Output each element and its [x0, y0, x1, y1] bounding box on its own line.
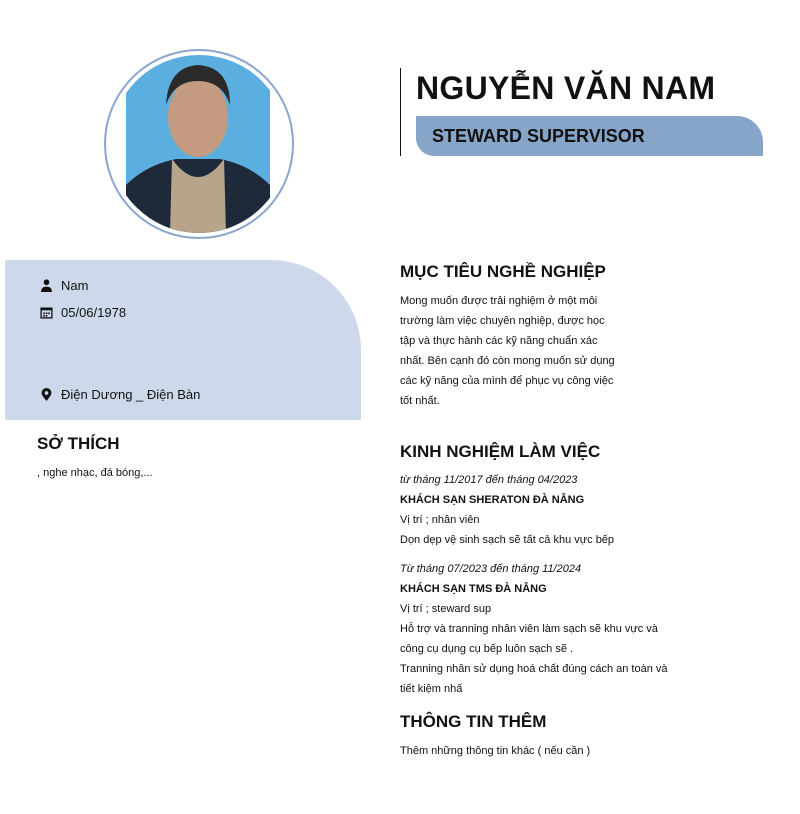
- birthdate: 05/06/1978: [61, 305, 127, 320]
- hobbies-heading: SỞ THÍCH: [37, 434, 120, 453]
- extra-info-heading: THÔNG TIN THÊM: [400, 712, 547, 731]
- gender-row: [40, 278, 88, 293]
- job-period: Từ tháng 07/2023 đến tháng 11/2024: [400, 563, 582, 575]
- experience-item: từ tháng 11/2017 đến tháng 04/2023 KHÁCH SẠN SHERATON ĐÀ NẴNG Vị trí ; nhân viên Dọn dẹp vệ sinh sạch sẽ tất cả khu vực bếp: [400, 470, 614, 550]
- experience-item: Từ tháng 07/2023 đến tháng 11/2024 KHÁCH SẠN TMS ĐÀ NẴNG Vị trí ; steward sup Hỗ trợ và tranning nhân viên làm sạch sẽ khu vực và công cụ dụng cụ bếp luôn sạch sẽ . Tranning nhân sử dụng hoá chất đúng cách an toàn và tiết kiệm nhấ: [400, 559, 668, 699]
- birthdate-row: [40, 305, 126, 320]
- location-pin-icon: [40, 388, 53, 401]
- candidate-name: NGUYỄN VĂN NAM: [416, 70, 716, 106]
- job-company: KHÁCH SẠN SHERATON ĐÀ NẴNG: [400, 494, 585, 506]
- objective-heading: MỤC TIÊU NGHỀ NGHIỆP: [400, 262, 606, 281]
- profile-photo: [110, 55, 288, 233]
- job-title-banner: [416, 116, 763, 156]
- calendar-icon: [40, 306, 53, 319]
- job-title: STEWARD SUPERVISOR: [432, 126, 645, 146]
- address: Điện Dương _ Điện Bàn: [61, 387, 201, 402]
- gender: Nam: [61, 278, 89, 293]
- person-icon: [40, 279, 53, 292]
- extra-info-text: Thêm những thông tin khác ( nếu cần ): [400, 745, 591, 757]
- experience-heading: KINH NGHIỆM LÀM VIỆC: [400, 442, 601, 461]
- job-period: từ tháng 11/2017 đến tháng 04/2023: [400, 474, 578, 486]
- job-company: KHÁCH SẠN TMS ĐÀ NẴNG: [400, 583, 547, 595]
- address-row: [40, 387, 200, 402]
- header-divider: [400, 68, 401, 156]
- hobbies-text: , nghe nhạc, đá bóng,...: [37, 467, 153, 479]
- objective-text: Mong muốn được trải nghiệm ở một môi trường làm việc chuyên nghiệp, được học tập và thực hành các kỹ năng chuẩn xác nhất. Bên cạnh đó còn mong muốn sử dụng các kỹ năng của mình để phục vụ công việc tốt nhất.: [400, 295, 615, 407]
